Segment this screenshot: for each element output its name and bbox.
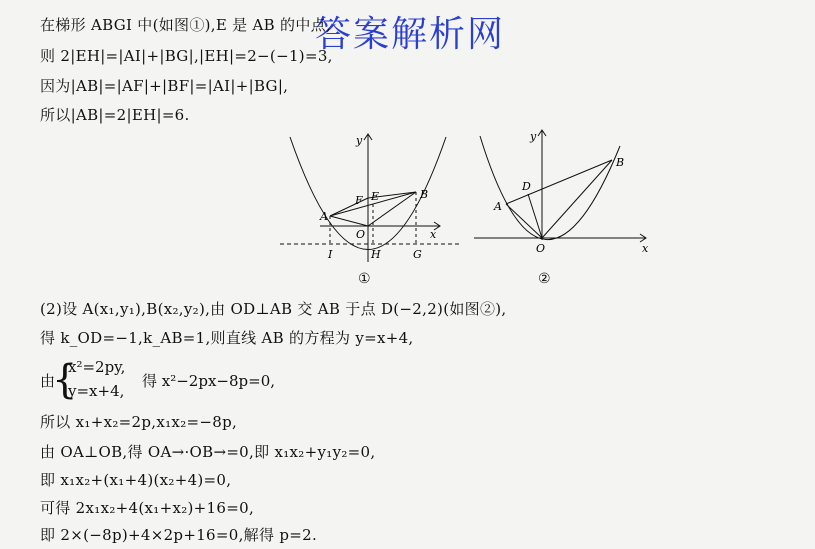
text-line-2: 则 2|EH|=|AI|+|BG|,|EH|=2−(−1)=3, [40, 47, 333, 65]
system-prefix: 由 [40, 372, 56, 390]
label-A-1: A [320, 210, 328, 223]
label-B-2: B [616, 156, 625, 169]
label-O-2: O [536, 242, 546, 255]
text-line-8: 所以 x₁+x₂=2p,x₁x₂=−8p, [40, 413, 238, 431]
figure-1-diagram [280, 132, 480, 272]
text-line-12: 即 2×(−8p)+4×2p+16=0,解得 p=2. [40, 526, 318, 544]
system-result: 得 x²−2px−8p=0, [142, 372, 276, 390]
text-line-5: (2)设 A(x₁,y₁),B(x₂,y₂),由 OD⊥AB 交 AB 于点 D(−2,2)(如图②), [40, 300, 507, 318]
system-equation-1: x²=2py, [68, 358, 126, 376]
label-I-1: I [328, 248, 333, 261]
text-line-4: 所以|AB|=2|EH|=6. [40, 106, 190, 124]
figure-2-caption: ② [538, 271, 551, 287]
system-brace: { [52, 357, 78, 403]
label-y-2: y [530, 130, 537, 143]
parabola-2 [480, 136, 620, 240]
segment-AO-1 [330, 216, 368, 226]
segment-OB-2 [542, 160, 612, 238]
figure-1-caption: ① [358, 271, 371, 287]
figure-2-diagram [470, 128, 660, 258]
label-A-2: A [494, 200, 502, 213]
system-equation-2: y=x+4, [68, 382, 125, 400]
label-F-1: F [355, 194, 363, 207]
text-line-10: 即 x₁x₂+(x₁+4)(x₂+4)=0, [40, 471, 232, 489]
label-O-1: O [356, 228, 366, 241]
label-x-2: x [642, 242, 649, 255]
text-line-1: 在梯形 ABGI 中(如图①),E 是 AB 的中点, [40, 16, 332, 34]
label-D-2: D [522, 180, 531, 193]
text-line-11: 可得 2x₁x₂+4(x₁+x₂)+16=0, [40, 499, 255, 517]
label-G-1: G [413, 248, 422, 261]
label-H-1: H [371, 248, 381, 261]
label-x-1: x [430, 228, 437, 241]
label-E-1: E [371, 190, 380, 203]
text-line-6: 得 k_OD=−1,k_AB=1,则直线 AB 的方程为 y=x+4, [40, 329, 414, 347]
text-line-3: 因为|AB|=|AF|+|BF|=|AI|+|BG|, [40, 77, 289, 95]
watermark: 答案解析网 [315, 14, 506, 55]
label-y-1: y [356, 134, 363, 147]
label-B-1: B [420, 188, 429, 201]
text-line-9: 由 OA⊥OB,得 OA→·OB→=0,即 x₁x₂+y₁y₂=0, [40, 443, 376, 461]
